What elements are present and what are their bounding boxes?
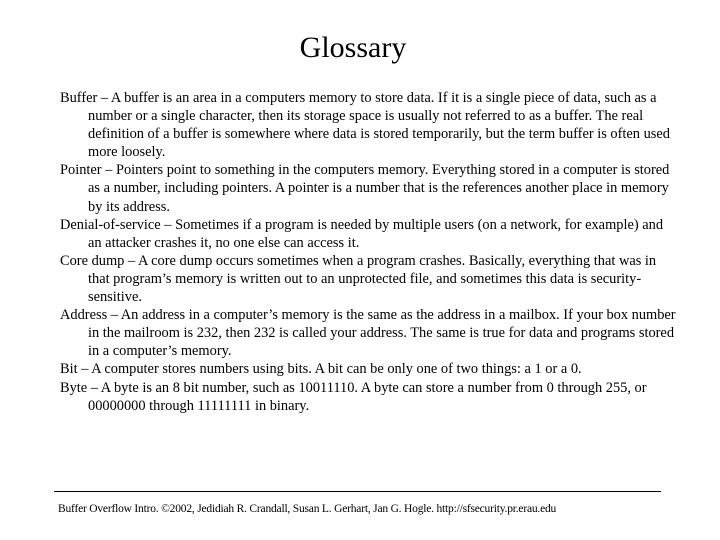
slide-title: Glossary <box>299 31 407 64</box>
slide-footer: Buffer Overflow Intro. ©2002, Jedidiah R. Crandall, Susan L. Gerhart, Jan G. Hogle. http://sfsecurity.pr.erau.edu <box>58 503 557 515</box>
glossary-entry-byte: Byte – A byte is an 8 bit number, such as 10011110. A byte can store a number from 0 through 255, or 00000000 through 11111111 in binary. <box>60 379 647 414</box>
glossary-list <box>60 89 680 415</box>
glossary-entry-denial-of-service: Denial-of-service – Sometimes if a program is needed by multiple users (on a network, for example) and an attacker crashes it, no one else can access it. <box>60 216 664 251</box>
glossary-entry-bit: Bit – A computer stores numbers using bits. A bit can be only one of two things: a 1 or a 0. <box>60 361 582 378</box>
footer-divider <box>54 491 661 492</box>
glossary-entry-address: Address – An address in a computer’s memory is the same as the address in a mailbox. If your box number in the mailroom is 232, then 232 is called your address. The same is true for data and programs stored in a computer’s memory. <box>60 307 676 360</box>
glossary-entry-core-dump: Core dump – A core dump occurs sometimes when a program crashes. Basically, everything that was in that program’s memory is written out to an unprotected file, and sometimes this data is security-sensitive. <box>60 252 657 306</box>
glossary-entry-pointer: Pointer – Pointers point to something in the computers memory. Everything stored in a computer is stored as a number, including pointers. A pointer is a number that is the references another place in memory by its address. <box>60 162 670 215</box>
glossary-entry-buffer: Buffer – A buffer is an area in a computers memory to store data. If it is a single piece of data, such as a number or a single character, then its storage space is usually not referred to as a buffer. The real definition of a buffer is somewhere where data is stored temporarily, but the term buffer is often used more loosely. <box>60 90 670 161</box>
